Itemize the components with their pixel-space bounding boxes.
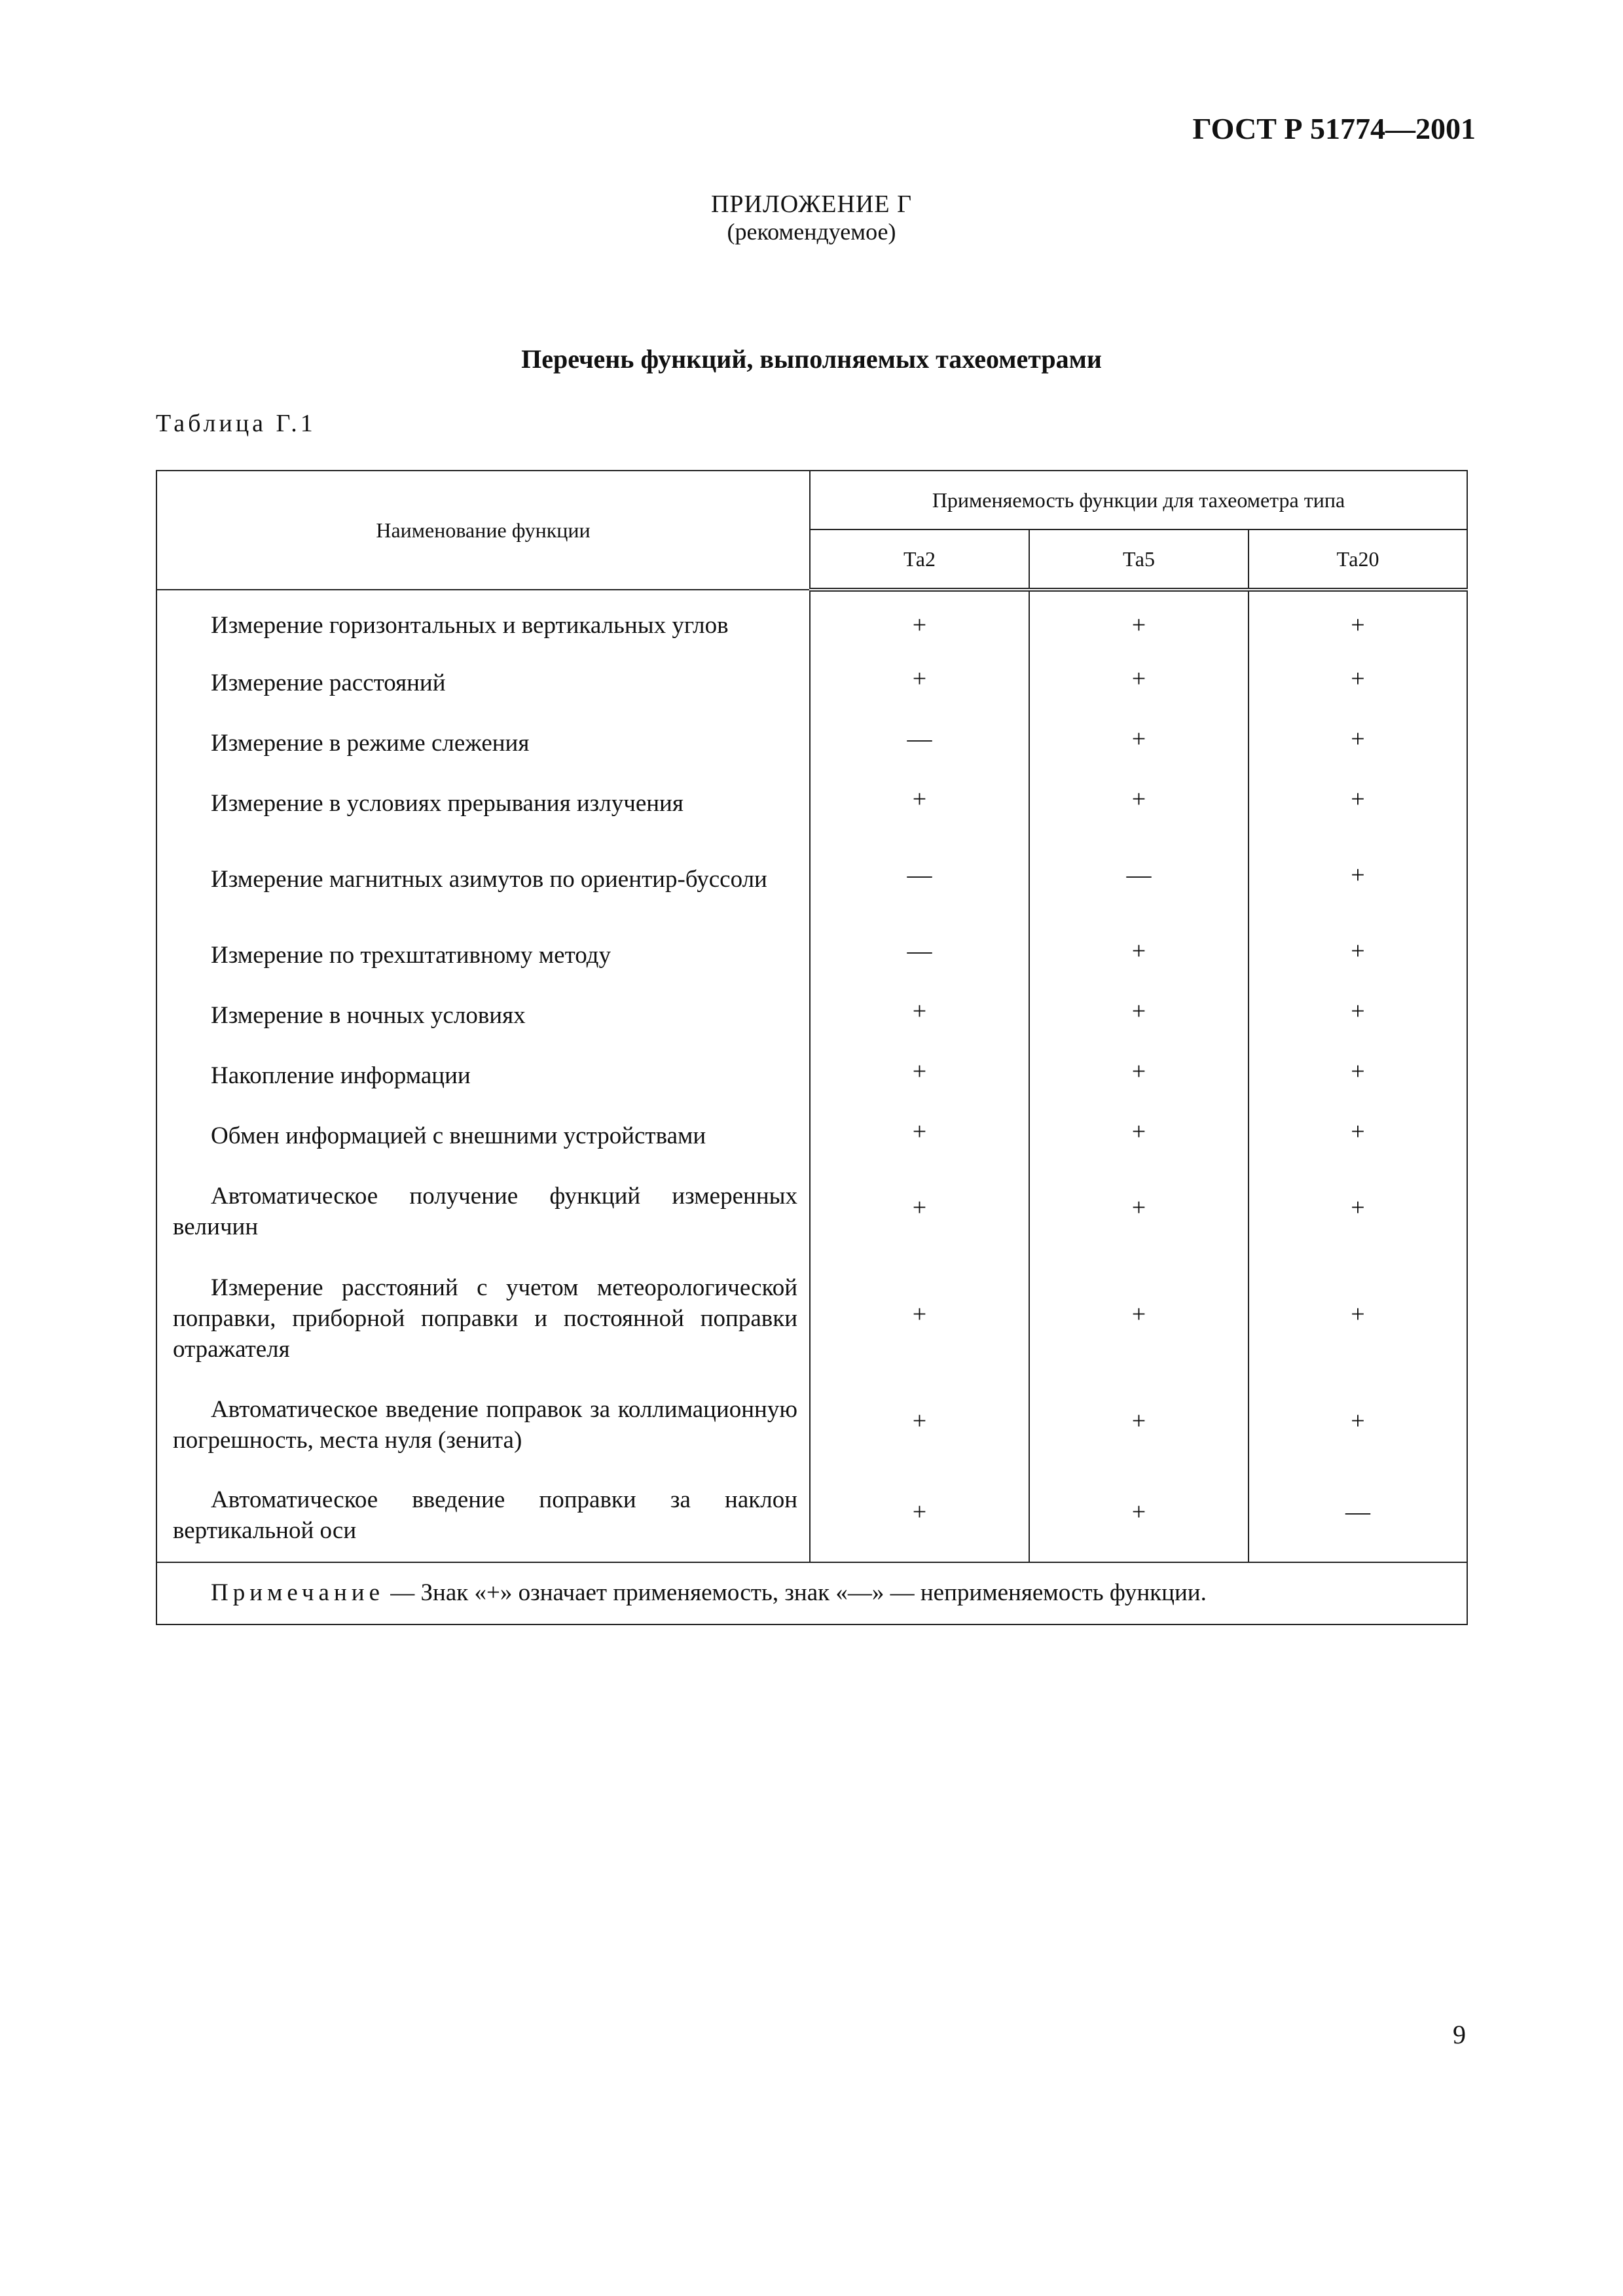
function-name-cell: Измерение магнитных азимутов по ориентир-буссоли [156, 833, 810, 925]
applicability-mark: + [1029, 1166, 1249, 1257]
applicability-mark: — [1029, 833, 1249, 925]
applicability-mark: + [810, 1471, 1029, 1562]
table-body [156, 590, 1467, 1562]
table-label: Таблица Г.1 [156, 410, 316, 437]
column-header-type: Та20 [1249, 529, 1467, 590]
applicability-mark: + [1029, 1045, 1249, 1105]
applicability-mark: + [1029, 1105, 1249, 1166]
standard-number: ГОСТ Р 51774—2001 [1192, 112, 1476, 145]
table-row [156, 713, 1467, 773]
applicability-mark: + [810, 1105, 1029, 1166]
table-row [156, 1045, 1467, 1105]
applicability-mark: + [1249, 653, 1467, 713]
applicability-mark: + [1029, 1471, 1249, 1562]
column-header-type: Та2 [810, 529, 1029, 590]
table-row [156, 1379, 1467, 1471]
applicability-mark: + [810, 773, 1029, 833]
table-row [156, 985, 1467, 1045]
function-name-cell: Измерение по трехштативному методу [156, 925, 810, 985]
table-row [156, 653, 1467, 713]
table-row [156, 925, 1467, 985]
note-label: Примечание [211, 1579, 384, 1606]
function-name-cell: Измерение в режиме слежения [156, 713, 810, 773]
applicability-mark: + [1029, 985, 1249, 1045]
applicability-mark: — [810, 713, 1029, 773]
applicability-mark: + [1249, 1105, 1467, 1166]
applicability-mark: + [1029, 773, 1249, 833]
function-name-cell: Автоматическое введение поправки за наклон вертикальной оси [156, 1471, 810, 1562]
applicability-mark: + [1249, 985, 1467, 1045]
function-name-cell: Измерение расстояний с учетом метеорологической поправки, приборной поправки и постоянной поправки отражателя [156, 1257, 810, 1379]
table-note [156, 1562, 1467, 1624]
applicability-mark: + [810, 653, 1029, 713]
column-header-function-name: Наименование функции [156, 471, 810, 590]
function-name-cell: Накопление информации [156, 1045, 810, 1105]
table-row [156, 773, 1467, 833]
applicability-mark: + [810, 1379, 1029, 1471]
applicability-mark: + [1029, 713, 1249, 773]
applicability-mark: + [810, 1166, 1029, 1257]
column-header-applicability: Применяемость функции для тахеометра типа [810, 471, 1467, 529]
applicability-mark: + [1029, 653, 1249, 713]
applicability-mark: + [810, 590, 1029, 653]
functions-table [156, 470, 1468, 1625]
function-name-cell: Измерение горизонтальных и вертикальных углов [156, 590, 810, 653]
function-name-cell: Измерение в условиях прерывания излучения [156, 773, 810, 833]
function-name-cell: Обмен информацией с внешними устройствами [156, 1105, 810, 1166]
function-name-cell: Измерение расстояний [156, 653, 810, 713]
applicability-mark: + [1249, 713, 1467, 773]
applicability-mark: + [1249, 1166, 1467, 1257]
column-header-type: Та5 [1029, 529, 1249, 590]
section-heading: Перечень функций, выполняемых тахеометрами [521, 344, 1102, 374]
table-row [156, 833, 1467, 925]
applicability-mark: + [1249, 590, 1467, 653]
applicability-mark: + [810, 1045, 1029, 1105]
applicability-mark: + [1029, 1379, 1249, 1471]
table-row [156, 590, 1467, 653]
page-number: 9 [1453, 2020, 1466, 2049]
appendix-subtitle: (рекомендуемое) [727, 219, 896, 245]
applicability-mark: + [1249, 1257, 1467, 1379]
applicability-mark: + [810, 985, 1029, 1045]
applicability-mark: + [1249, 833, 1467, 925]
note-text: — Знак «+» означает применяемость, знак «—» — неприменяемость функции. [384, 1579, 1207, 1606]
table-row [156, 1105, 1467, 1166]
applicability-mark: + [1029, 590, 1249, 653]
table-row [156, 1471, 1467, 1562]
applicability-mark: + [1249, 1045, 1467, 1105]
applicability-mark: + [1029, 925, 1249, 985]
applicability-mark: + [1029, 1257, 1249, 1379]
applicability-mark: + [1249, 1379, 1467, 1471]
applicability-mark: + [1249, 925, 1467, 985]
applicability-mark: — [810, 833, 1029, 925]
applicability-mark: + [1249, 773, 1467, 833]
function-name-cell: Автоматическое получение функций измеренных величин [156, 1166, 810, 1257]
applicability-mark: + [810, 1257, 1029, 1379]
applicability-mark: — [1249, 1471, 1467, 1562]
table-row [156, 1257, 1467, 1379]
appendix-title: ПРИЛОЖЕНИЕ Г [710, 190, 913, 218]
table-row [156, 1166, 1467, 1257]
applicability-mark: — [810, 925, 1029, 985]
function-name-cell: Автоматическое введение поправок за коллимационную погрешность, места нуля (зенита) [156, 1379, 810, 1471]
function-name-cell: Измерение в ночных условиях [156, 985, 810, 1045]
